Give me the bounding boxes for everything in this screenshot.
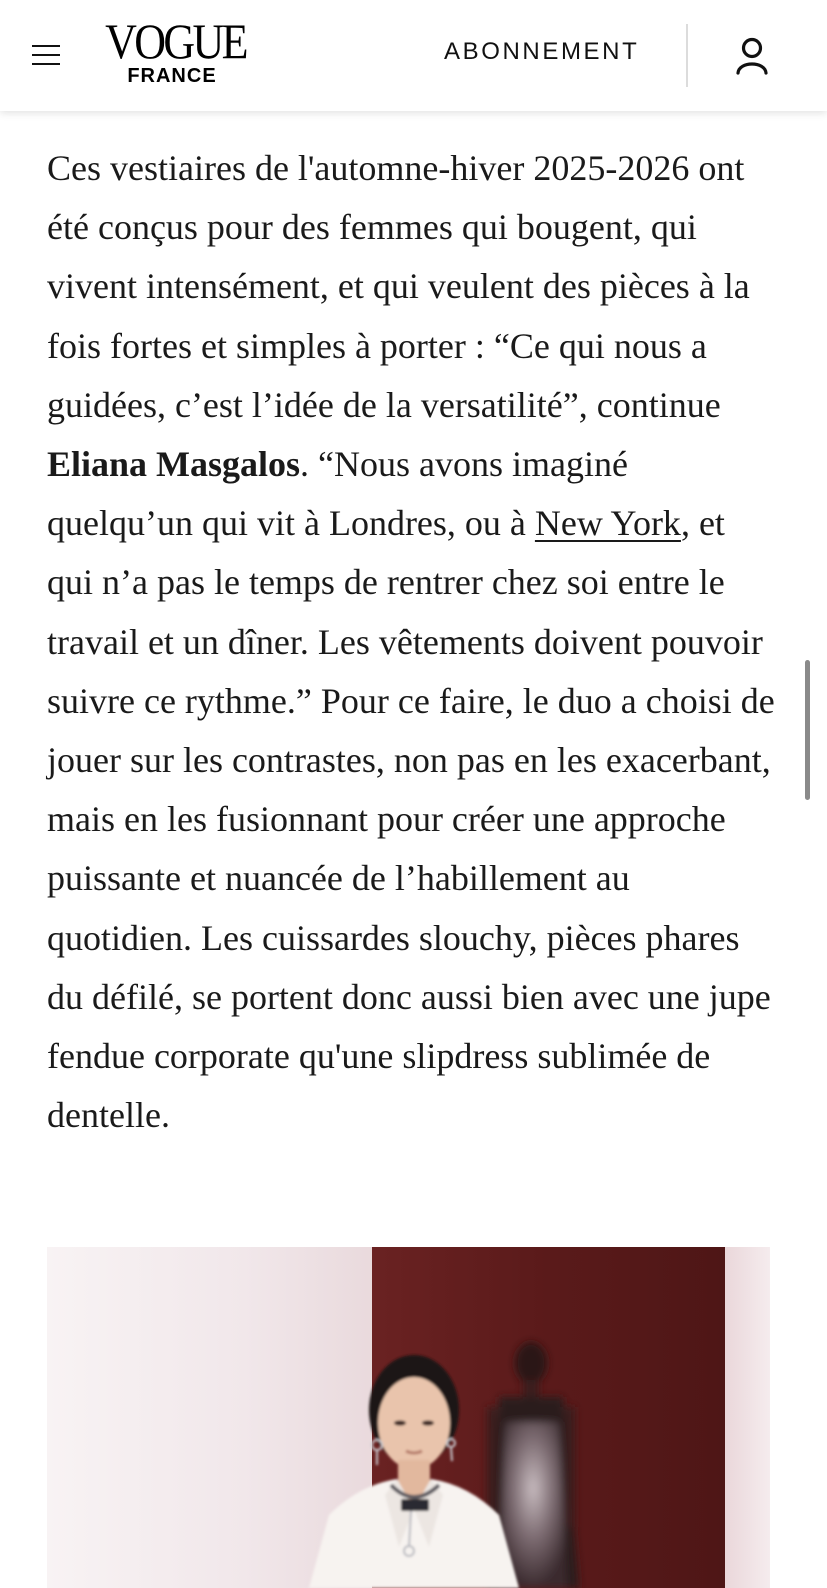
paragraph-text: . “Nous avons imaginé quelqu’un qui vit à Londres, ou à <box>47 444 628 544</box>
scrollbar-thumb[interactable] <box>805 660 810 800</box>
paragraph-text: Ces vestiaires de l'automne-hiver 2025-2026 ont été conçus pour des femmes qui bougent, qui vivent intensément, et qui veulent des pièces à la fois fortes et simples à porter : “Ce qui nous a guidées, c’est l’idée de la versatilité”, continue <box>47 148 750 425</box>
paragraph-text: , et qui n’a pas le temps de rentrer chez soi entre le travail et un dîner. Les vêtements doivent pouvoir suivre ce rythme.” Pour ce faire, le duo a choisi de jouer sur les contrastes, non pas en les exacerbant, mais en les fusionnant pour créer une approche puissante et nuancée de l’habillement au quotidien. Les cuissardes slouchy, pièces phares du défilé, se portent donc aussi bien avec une jupe fendue corporate qu'une slipdress sublimée de dentelle. <box>47 503 775 1136</box>
header-divider <box>686 24 688 87</box>
menu-button[interactable] <box>28 38 62 72</box>
logo-edition: FRANCE <box>127 65 217 87</box>
runway-photo <box>47 1247 770 1588</box>
account-button[interactable] <box>732 36 772 76</box>
subscribe-link[interactable]: ABONNEMENT <box>444 38 640 65</box>
runway-photo-illustration <box>47 1247 770 1588</box>
user-account-icon <box>732 36 772 76</box>
site-header <box>0 0 827 111</box>
person-name: Eliana Masgalos <box>47 444 301 485</box>
article-paragraph <box>47 139 777 1145</box>
vogue-france-logo[interactable] <box>96 13 248 87</box>
new-york-link[interactable]: New York <box>534 503 681 544</box>
logo-wordmark: VOGUE <box>105 13 246 69</box>
